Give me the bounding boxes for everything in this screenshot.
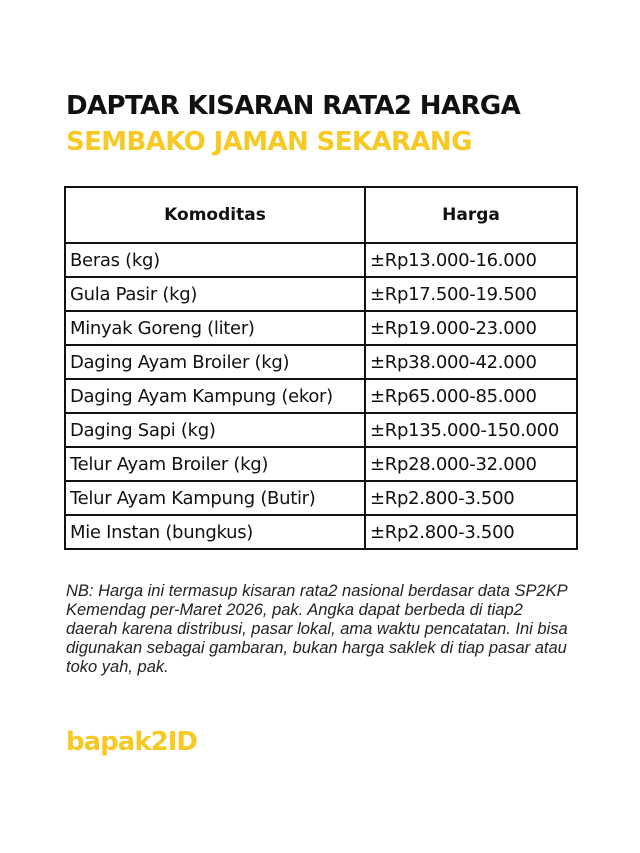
price-cell: ±Rp13.000-16.000: [365, 243, 577, 277]
commodity-cell: Telur Ayam Kampung (Butir): [65, 481, 365, 515]
page-title: [66, 88, 520, 160]
header-commodity: Komoditas: [65, 187, 365, 243]
commodity-cell: Mie Instan (bungkus): [65, 515, 365, 549]
price-cell: ±Rp2.800-3.500: [365, 515, 577, 549]
title-line-2: SEMBAKO JAMAN SEKARANG: [66, 127, 472, 157]
table-row: [65, 515, 577, 549]
table-header-row: [65, 187, 577, 243]
price-cell: ±Rp65.000-85.000: [365, 379, 577, 413]
price-cell: ±Rp28.000-32.000: [365, 447, 577, 481]
title-line-1: DAPTAR KISARAN RATA2 HARGA: [66, 91, 521, 121]
table-row: [65, 311, 577, 345]
price-cell: ±Rp2.800-3.500: [365, 481, 577, 515]
header-price: Harga: [365, 187, 577, 243]
commodity-cell: Daging Ayam Broiler (kg): [65, 345, 365, 379]
price-cell: ±Rp19.000-23.000: [365, 311, 577, 345]
table-row: [65, 345, 577, 379]
price-cell: ±Rp38.000-42.000: [365, 345, 577, 379]
price-cell: ±Rp17.500-19.500: [365, 277, 577, 311]
footnote: NB: Harga ini termasup kisaran rata2 nasional berdasar data SP2KP Kemendag per-Maret 2026, pak. Angka dapat berbeda di tiap2 daerah karena distribusi, pasar lokal, ama waktu pencatatan. Ini bisa digunakan sebagai gambaran, bukan harga saklek di tiap pasar atau toko yah, pak.: [66, 582, 568, 676]
commodity-cell: Telur Ayam Broiler (kg): [65, 447, 365, 481]
table-row: [65, 481, 577, 515]
commodity-cell: Gula Pasir (kg): [65, 277, 365, 311]
commodity-cell: Beras (kg): [65, 243, 365, 277]
commodity-cell: Daging Ayam Kampung (ekor): [65, 379, 365, 413]
price-table: [64, 186, 578, 550]
table-row: [65, 413, 577, 447]
brand-logo: bapak2ID: [66, 727, 197, 757]
price-cell: ±Rp135.000-150.000: [365, 413, 577, 447]
commodity-cell: Minyak Goreng (liter): [65, 311, 365, 345]
table-row: [65, 379, 577, 413]
table-row: [65, 447, 577, 481]
table-row: [65, 277, 577, 311]
commodity-cell: Daging Sapi (kg): [65, 413, 365, 447]
table-row: [65, 243, 577, 277]
